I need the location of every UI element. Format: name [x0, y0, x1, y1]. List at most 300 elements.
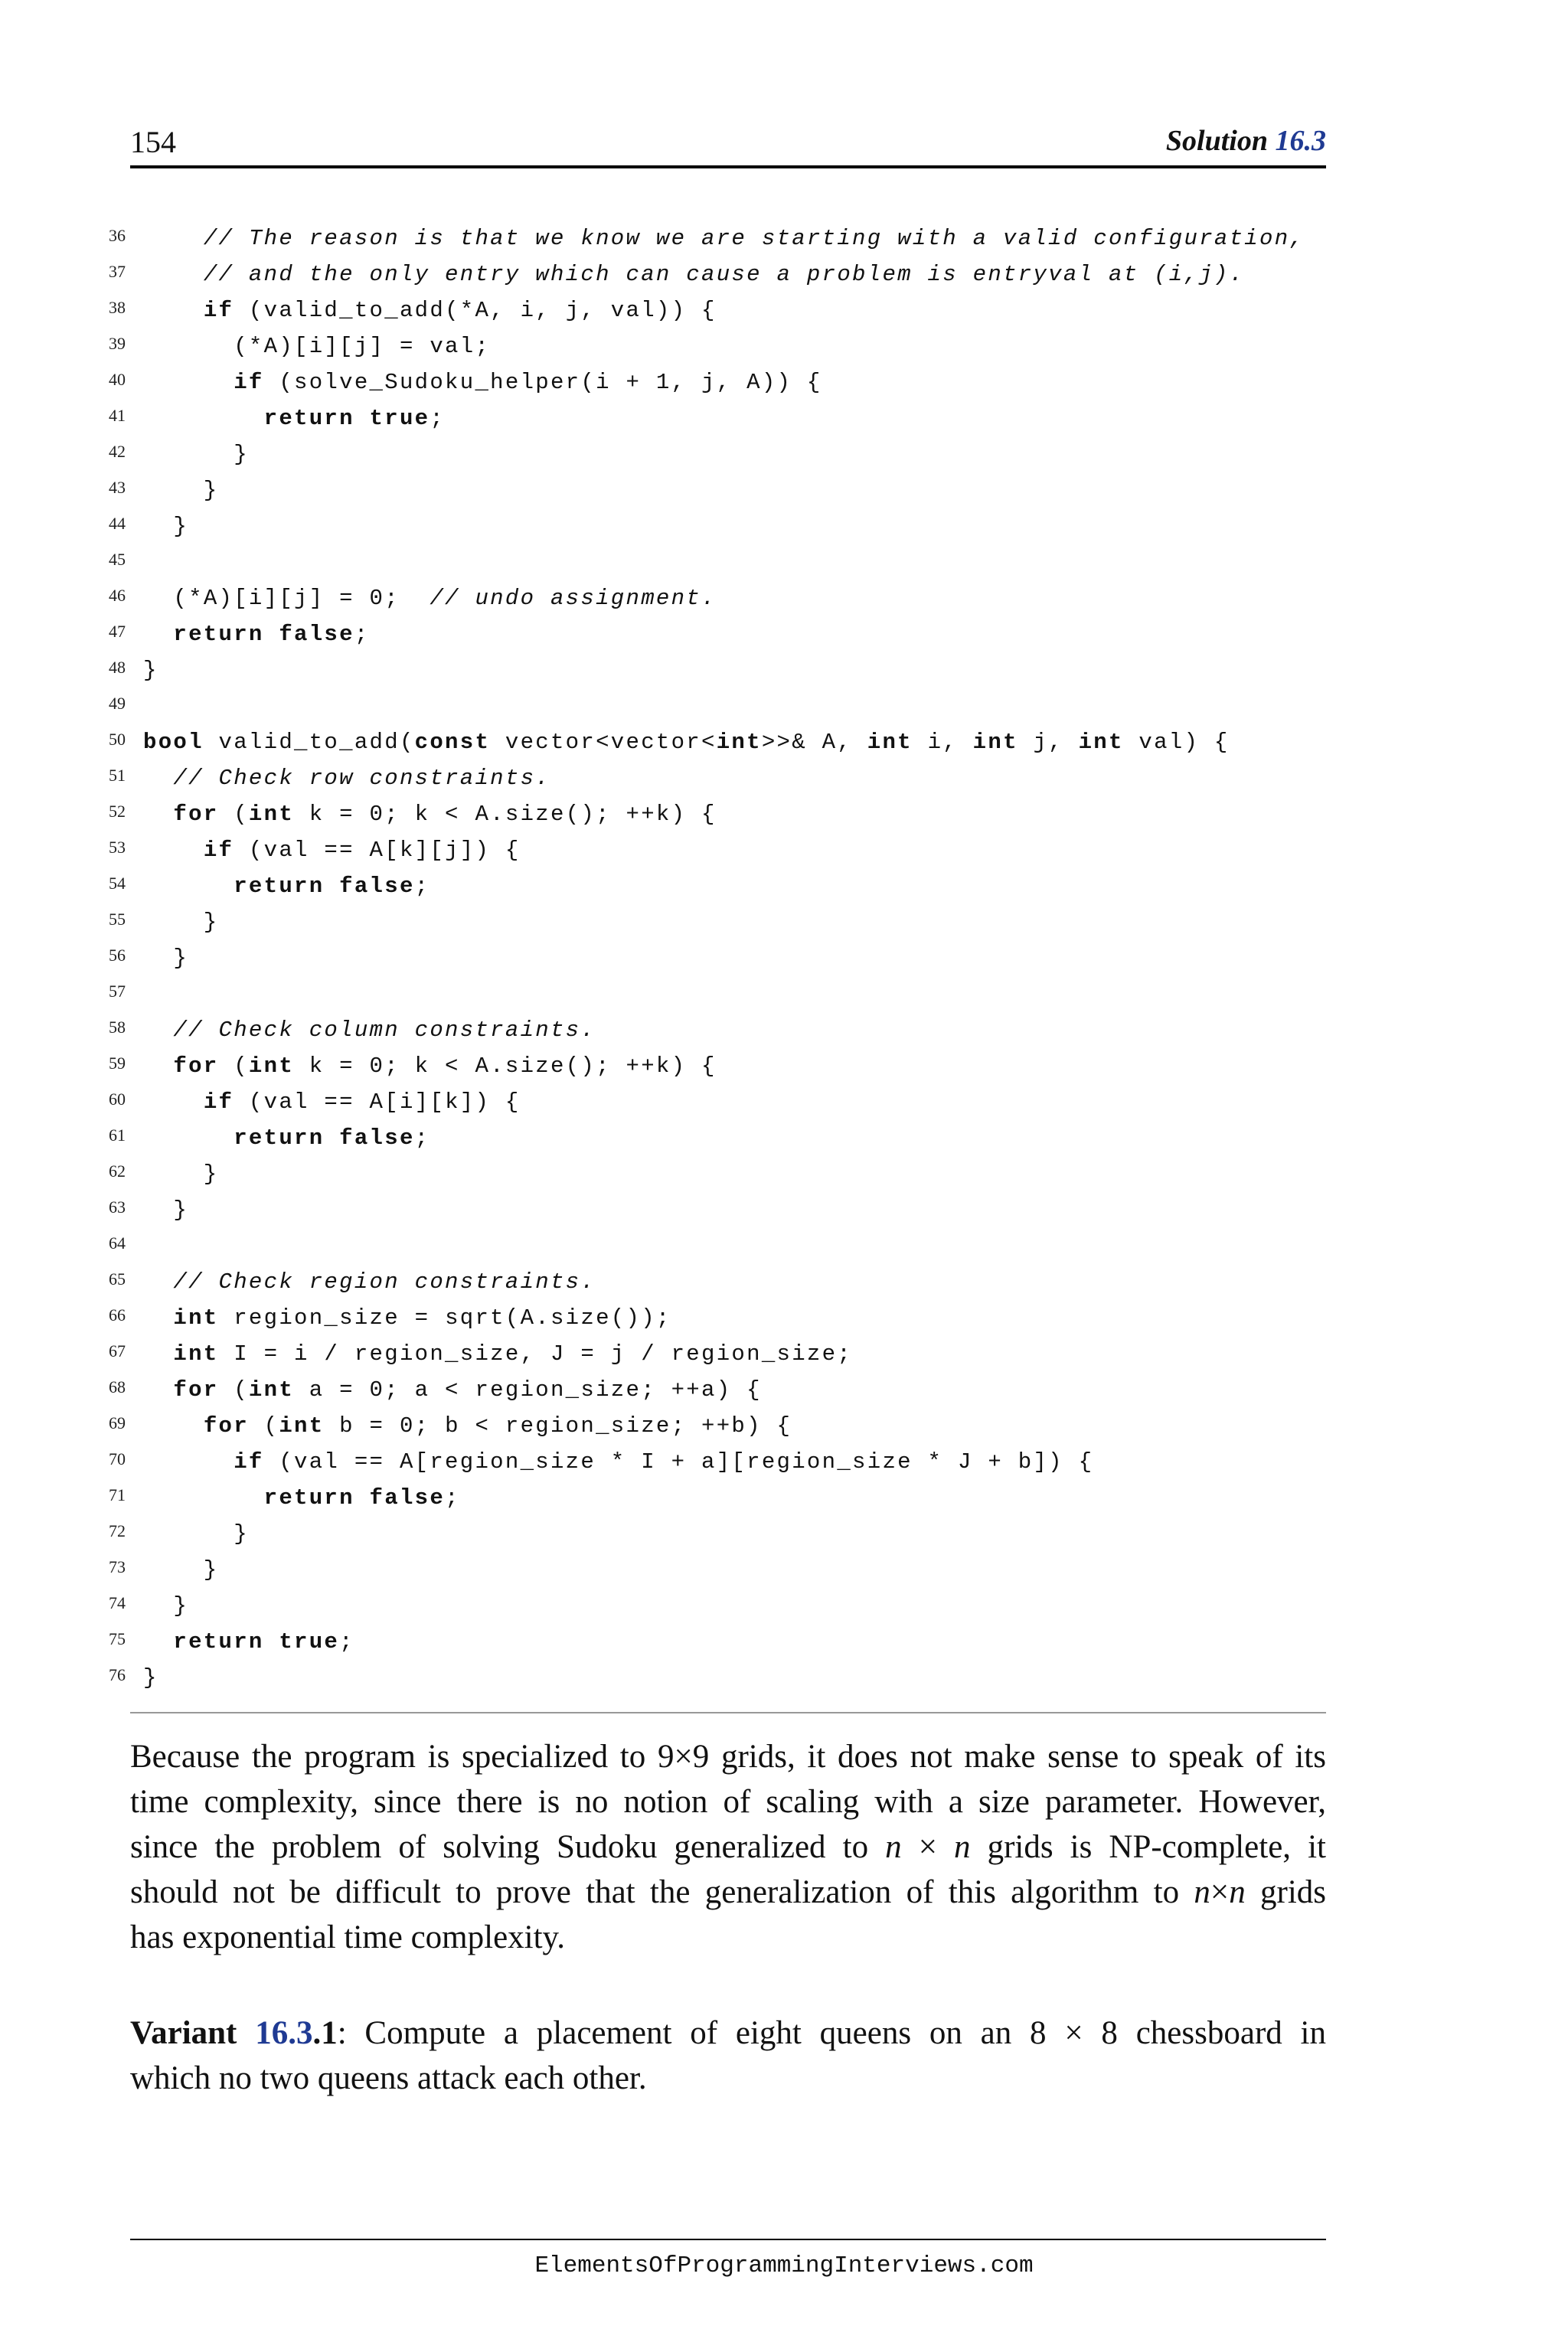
code-token [1018, 730, 1034, 755]
line-number: 57 [109, 982, 126, 1001]
code-token: i [309, 334, 325, 359]
code-text [143, 1305, 671, 1331]
code-comment: // Check row constraints. [173, 766, 550, 791]
code-token: a [701, 1449, 717, 1475]
code-token: ] = [369, 334, 430, 359]
code-token: , [520, 1341, 550, 1367]
code-token [143, 406, 264, 431]
header-rule [130, 165, 1326, 168]
code-token [143, 1269, 173, 1295]
line-number: 61 [109, 1125, 126, 1145]
code-line [0, 550, 1568, 586]
code-text [143, 370, 822, 395]
line-number: 52 [109, 802, 126, 821]
variant-number: .1 [312, 2015, 338, 2051]
code-keyword: return [263, 406, 354, 431]
code-text [143, 1593, 188, 1619]
code-line [0, 946, 1568, 982]
code-keyword: true [369, 406, 430, 431]
code-line [0, 262, 1568, 298]
code-token: j [565, 298, 581, 323]
line-number: 58 [109, 1018, 126, 1037]
code-token: A [203, 586, 219, 611]
code-keyword: bool [143, 730, 204, 755]
code-keyword: const [414, 730, 491, 755]
line-number: 66 [109, 1305, 126, 1325]
code-text [143, 1377, 762, 1403]
math-variable: n [1229, 1874, 1246, 1910]
code-line [0, 658, 1568, 694]
code-text [143, 262, 1244, 287]
code-line [0, 1197, 1568, 1233]
code-line [0, 1305, 1568, 1341]
code-text [143, 1054, 717, 1079]
text-run: has exponential time complexity. [130, 1919, 566, 1955]
complexity-paragraph [130, 1734, 1326, 1960]
line-number: 49 [109, 694, 126, 713]
code-token: j [445, 838, 460, 863]
code-token: ; [837, 1341, 853, 1367]
code-keyword: if [203, 298, 234, 323]
text-run: since the problem of solving Sudoku generalized to [130, 1829, 886, 1865]
code-token [913, 730, 928, 755]
code-token [143, 226, 204, 251]
code-text [143, 514, 188, 539]
code-token [490, 730, 505, 755]
code-token: b [445, 1413, 460, 1439]
code-token: } [143, 1197, 189, 1223]
variant-text: : Compute a placement of eight queens on an 8 × 8 chessboard in [337, 2015, 1327, 2051]
code-token: ( [263, 370, 295, 395]
code-token [143, 1485, 264, 1511]
code-text [143, 1341, 852, 1367]
code-token: ]) { [459, 838, 521, 863]
code-token [324, 1413, 339, 1439]
code-text [143, 874, 430, 899]
code-token: , [1048, 730, 1079, 755]
code-token [143, 838, 204, 863]
code-token: b [1018, 1449, 1034, 1475]
code-token: ( [218, 1377, 249, 1403]
code-token: } [143, 1665, 158, 1690]
code-text [143, 1089, 521, 1115]
code-line [0, 730, 1568, 766]
line-number: 55 [109, 910, 126, 929]
code-text [143, 1629, 354, 1655]
code-token: ) { [1184, 730, 1230, 755]
code-token: size [505, 1054, 566, 1079]
code-line [0, 1125, 1568, 1161]
code-text [143, 730, 1230, 755]
text-run: grids [1245, 1874, 1326, 1910]
code-token: ]) { [1033, 1449, 1094, 1475]
code-token: == [339, 1449, 400, 1475]
code-line [0, 874, 1568, 910]
code-token: . [490, 1054, 505, 1079]
code-token: ) { [671, 802, 717, 827]
code-token: solve_Sudoku_helper [294, 370, 581, 395]
code-token [264, 622, 279, 647]
code-text [143, 766, 550, 791]
code-token [219, 1341, 234, 1367]
code-keyword: int [248, 1054, 295, 1079]
code-token: j [701, 370, 717, 395]
code-comment: // Check column constraints. [173, 1018, 596, 1043]
code-line [0, 1629, 1568, 1665]
code-token: b [339, 1413, 354, 1439]
math-variable: n [1194, 1874, 1210, 1910]
code-text [143, 946, 188, 971]
code-keyword: true [279, 1629, 340, 1655]
code-token: (* [445, 298, 475, 323]
code-token: b [731, 1413, 747, 1439]
code-keyword: return [234, 1125, 325, 1151]
code-token: a [701, 1377, 717, 1403]
code-line [0, 802, 1568, 838]
code-keyword: int [248, 802, 295, 827]
code-token: a [414, 1377, 430, 1403]
code-line [0, 1377, 1568, 1413]
code-comment: // undo assignment. [430, 586, 717, 611]
code-token [354, 406, 370, 431]
text-run: time complexity, since there is no notion of scaling with a size parameter. However, [130, 1784, 1326, 1820]
code-token [143, 1341, 173, 1367]
code-token: region_size [746, 1449, 913, 1475]
code-line [0, 478, 1568, 514]
code-token: k [414, 802, 430, 827]
code-keyword: false [369, 1485, 446, 1511]
code-text [143, 1269, 596, 1295]
code-token [143, 298, 204, 323]
code-token: = [399, 1305, 446, 1331]
code-token: . [535, 1305, 550, 1331]
code-token: ( [218, 1054, 249, 1079]
code-token: A [475, 802, 491, 827]
line-number: 46 [109, 586, 126, 605]
code-line [0, 1593, 1568, 1629]
code-token: k [309, 1054, 325, 1079]
line-number: 75 [109, 1629, 126, 1648]
code-token: ] = 0; [309, 586, 430, 611]
code-token: + [655, 1449, 702, 1475]
paragraph-line [130, 1734, 1326, 1779]
line-number: 54 [109, 874, 126, 893]
code-text [143, 658, 158, 683]
code-token [143, 766, 173, 791]
code-line [0, 406, 1568, 442]
code-line [0, 694, 1568, 730]
code-token: < [596, 730, 611, 755]
code-token [143, 874, 234, 899]
code-token: size [505, 802, 566, 827]
code-token: region_size [354, 1341, 521, 1367]
code-token: , [942, 730, 973, 755]
code-token: ; [445, 1485, 460, 1511]
code-token: )[ [279, 334, 309, 359]
code-keyword: false [339, 874, 415, 899]
line-number: 63 [109, 1197, 126, 1217]
code-text [143, 1125, 430, 1151]
code-token: = 0; [324, 1377, 415, 1403]
text-run: Because the program is specialized to 9×9 grids, it does not make sense to speak of its [130, 1739, 1326, 1775]
code-token: A [475, 298, 491, 323]
code-keyword: for [203, 1413, 249, 1439]
line-number: 60 [109, 1089, 126, 1109]
text-run: should not be difficult to prove that the generalization of this algorithm to [130, 1874, 1194, 1910]
code-token: [ [384, 838, 400, 863]
code-token: * [912, 1449, 958, 1475]
line-number: 50 [109, 730, 126, 749]
code-token: val [263, 838, 309, 863]
code-token: >>& [761, 730, 822, 755]
code-token [264, 1629, 279, 1655]
line-number: 42 [109, 442, 126, 461]
code-token: = 0; [324, 1054, 415, 1079]
code-token: region_size [430, 1449, 596, 1475]
code-text [143, 1485, 460, 1511]
code-token: < [459, 1413, 505, 1439]
code-token: } [143, 910, 219, 935]
code-token: ) { [746, 1413, 792, 1439]
code-line [0, 442, 1568, 478]
text-run: grids is NP-complete, it [970, 1829, 1326, 1865]
code-line [0, 1449, 1568, 1485]
code-token: ; [339, 1629, 354, 1655]
variant-line: which no two queens attack each other. [130, 2060, 647, 2096]
paragraph-line [130, 1824, 1326, 1870]
code-token: ( [505, 1305, 521, 1331]
line-number: 48 [109, 658, 126, 677]
code-token: sqrt [445, 1305, 505, 1331]
code-keyword: for [173, 802, 219, 827]
line-number: 37 [109, 262, 126, 281]
line-number: 43 [109, 478, 126, 497]
code-keyword: int [867, 730, 913, 755]
code-token [143, 262, 204, 287]
code-token [143, 1413, 204, 1439]
code-token [324, 1125, 339, 1151]
code-token: ][ [324, 334, 354, 359]
code-token: region_size [234, 1305, 400, 1331]
code-token: ( [399, 730, 415, 755]
code-comment: // and the only entry which can cause a problem is entryval at (i,j). [203, 262, 1245, 287]
code-token [143, 1089, 204, 1115]
code-keyword: int [279, 1413, 325, 1439]
code-token: val [263, 1089, 309, 1115]
code-token: } [143, 1557, 219, 1583]
line-number: 67 [109, 1341, 126, 1361]
code-token: [ [414, 1449, 430, 1475]
code-token: k [655, 1054, 671, 1079]
line-number: 71 [109, 1485, 126, 1504]
code-token: valid_to_add [218, 730, 400, 755]
footer-rule [130, 2239, 1326, 2240]
code-text [143, 910, 219, 935]
paragraph-line [130, 1915, 1326, 1960]
code-token: } [143, 1161, 219, 1187]
code-token: ][ [414, 838, 446, 863]
code-token: vector [505, 730, 596, 755]
code-token: ( [218, 802, 249, 827]
code-token: A [475, 1054, 491, 1079]
code-token: I [234, 1341, 249, 1367]
code-keyword: int [716, 730, 762, 755]
code-token: val [1138, 730, 1184, 755]
code-keyword: return [234, 874, 325, 899]
code-line [0, 298, 1568, 334]
code-token: )) { [655, 298, 717, 323]
code-token: k [309, 802, 325, 827]
code-text [143, 298, 717, 323]
code-keyword: if [203, 838, 234, 863]
code-token: / [626, 1341, 671, 1367]
line-number: 74 [109, 1593, 126, 1612]
code-token: a [309, 1377, 325, 1403]
line-number: 36 [109, 226, 126, 245]
code-comment: // The reason is that we know we are starting with a valid configuration, [203, 226, 1305, 251]
code-token: A [369, 1089, 385, 1115]
code-token: i [294, 1341, 309, 1367]
code-token: (); ++ [565, 1054, 656, 1079]
code-keyword: if [234, 1449, 264, 1475]
code-token: ]) { [459, 1089, 521, 1115]
code-line [0, 1341, 1568, 1377]
code-line [0, 1521, 1568, 1557]
code-token: ; [414, 874, 430, 899]
code-text [143, 1665, 158, 1690]
code-token: valid_to_add [263, 298, 446, 323]
code-token: == [309, 838, 370, 863]
code-line [0, 766, 1568, 802]
code-token: ; [354, 622, 370, 647]
code-token: (* [143, 334, 264, 359]
code-token: < [430, 1377, 475, 1403]
code-text [143, 1018, 596, 1043]
code-token: k [655, 802, 671, 827]
code-token: i [596, 370, 611, 395]
code-token: , [490, 298, 521, 323]
variant-ref-link[interactable]: 16.3 [255, 2015, 313, 2051]
line-number: 73 [109, 1557, 126, 1576]
code-token: val [294, 1449, 340, 1475]
line-number: 65 [109, 1269, 126, 1289]
code-token: ][ [716, 1449, 747, 1475]
code-keyword: for [173, 1054, 219, 1079]
code-keyword: false [279, 622, 354, 647]
code-token: A [746, 370, 762, 395]
code-text [143, 226, 1305, 251]
line-number: 72 [109, 1521, 126, 1540]
code-token [294, 1054, 309, 1079]
code-token: ; [430, 406, 446, 431]
solution-ref-link[interactable]: 16.3 [1275, 125, 1326, 157]
code-token: A [822, 730, 838, 755]
line-number: 53 [109, 838, 126, 857]
code-token: size [550, 1305, 611, 1331]
code-token: j [354, 334, 370, 359]
code-token: * [596, 1449, 642, 1475]
code-token: ( [248, 1413, 279, 1439]
code-text [143, 442, 249, 467]
code-token: = [248, 1341, 295, 1367]
code-text [143, 802, 717, 827]
code-token: val [610, 298, 656, 323]
code-token: } [143, 1521, 249, 1547]
line-number: 51 [109, 766, 126, 785]
code-token: } [143, 946, 189, 971]
code-end-rule [130, 1712, 1326, 1713]
line-number: 59 [109, 1054, 126, 1073]
code-keyword: return [173, 622, 264, 647]
line-number: 69 [109, 1413, 126, 1432]
code-token [143, 1377, 173, 1403]
footer-url[interactable]: ElementsOfProgrammingInterviews.com [534, 2252, 1034, 2279]
code-token: i [399, 1089, 415, 1115]
math-variable: n [885, 1829, 902, 1865]
line-number: 45 [109, 550, 126, 569]
code-line [0, 586, 1568, 622]
line-number: 62 [109, 1161, 126, 1181]
code-token: = 0; [354, 1413, 446, 1439]
code-token: ; [475, 334, 491, 359]
line-number: 38 [109, 298, 126, 317]
code-token [143, 1449, 234, 1475]
code-keyword: if [203, 1089, 234, 1115]
line-number: 70 [109, 1449, 126, 1468]
code-keyword: return [173, 1629, 264, 1655]
code-line [0, 334, 1568, 370]
code-token: J [550, 1341, 566, 1367]
code-text [143, 1161, 219, 1187]
code-token: val [430, 334, 475, 359]
line-number: 47 [109, 622, 126, 641]
code-text [143, 586, 717, 611]
code-token: } [143, 1593, 189, 1619]
running-title: Solution [1165, 125, 1268, 157]
code-token: ( [234, 298, 264, 323]
code-token: ( [263, 1449, 295, 1475]
code-line [0, 622, 1568, 658]
code-text [143, 334, 490, 359]
variant-line [130, 2011, 1326, 2056]
code-text [143, 1197, 188, 1223]
code-keyword: return [263, 1485, 354, 1511]
code-token: } [143, 658, 158, 683]
code-token: k [445, 1089, 460, 1115]
code-text [143, 1449, 1093, 1475]
code-token: , [535, 298, 566, 323]
code-token [143, 1018, 173, 1043]
code-token [143, 1054, 173, 1079]
variant-label: Variant [130, 2015, 237, 2051]
code-token: A [399, 1449, 415, 1475]
code-token: ( [580, 370, 596, 395]
code-token [219, 1305, 234, 1331]
code-token: ; ++ [671, 1413, 732, 1439]
code-token: < [430, 1054, 475, 1079]
code-text [143, 478, 219, 503]
code-line [0, 1233, 1568, 1269]
code-token [1124, 730, 1139, 755]
code-token: i [927, 730, 943, 755]
code-token: (); ++ [565, 802, 656, 827]
line-number: 41 [109, 406, 126, 425]
paragraph-line [130, 1870, 1326, 1915]
code-token: j [610, 1341, 626, 1367]
code-token: } [143, 478, 219, 503]
code-line [0, 1485, 1568, 1521]
code-line [0, 1018, 1568, 1054]
